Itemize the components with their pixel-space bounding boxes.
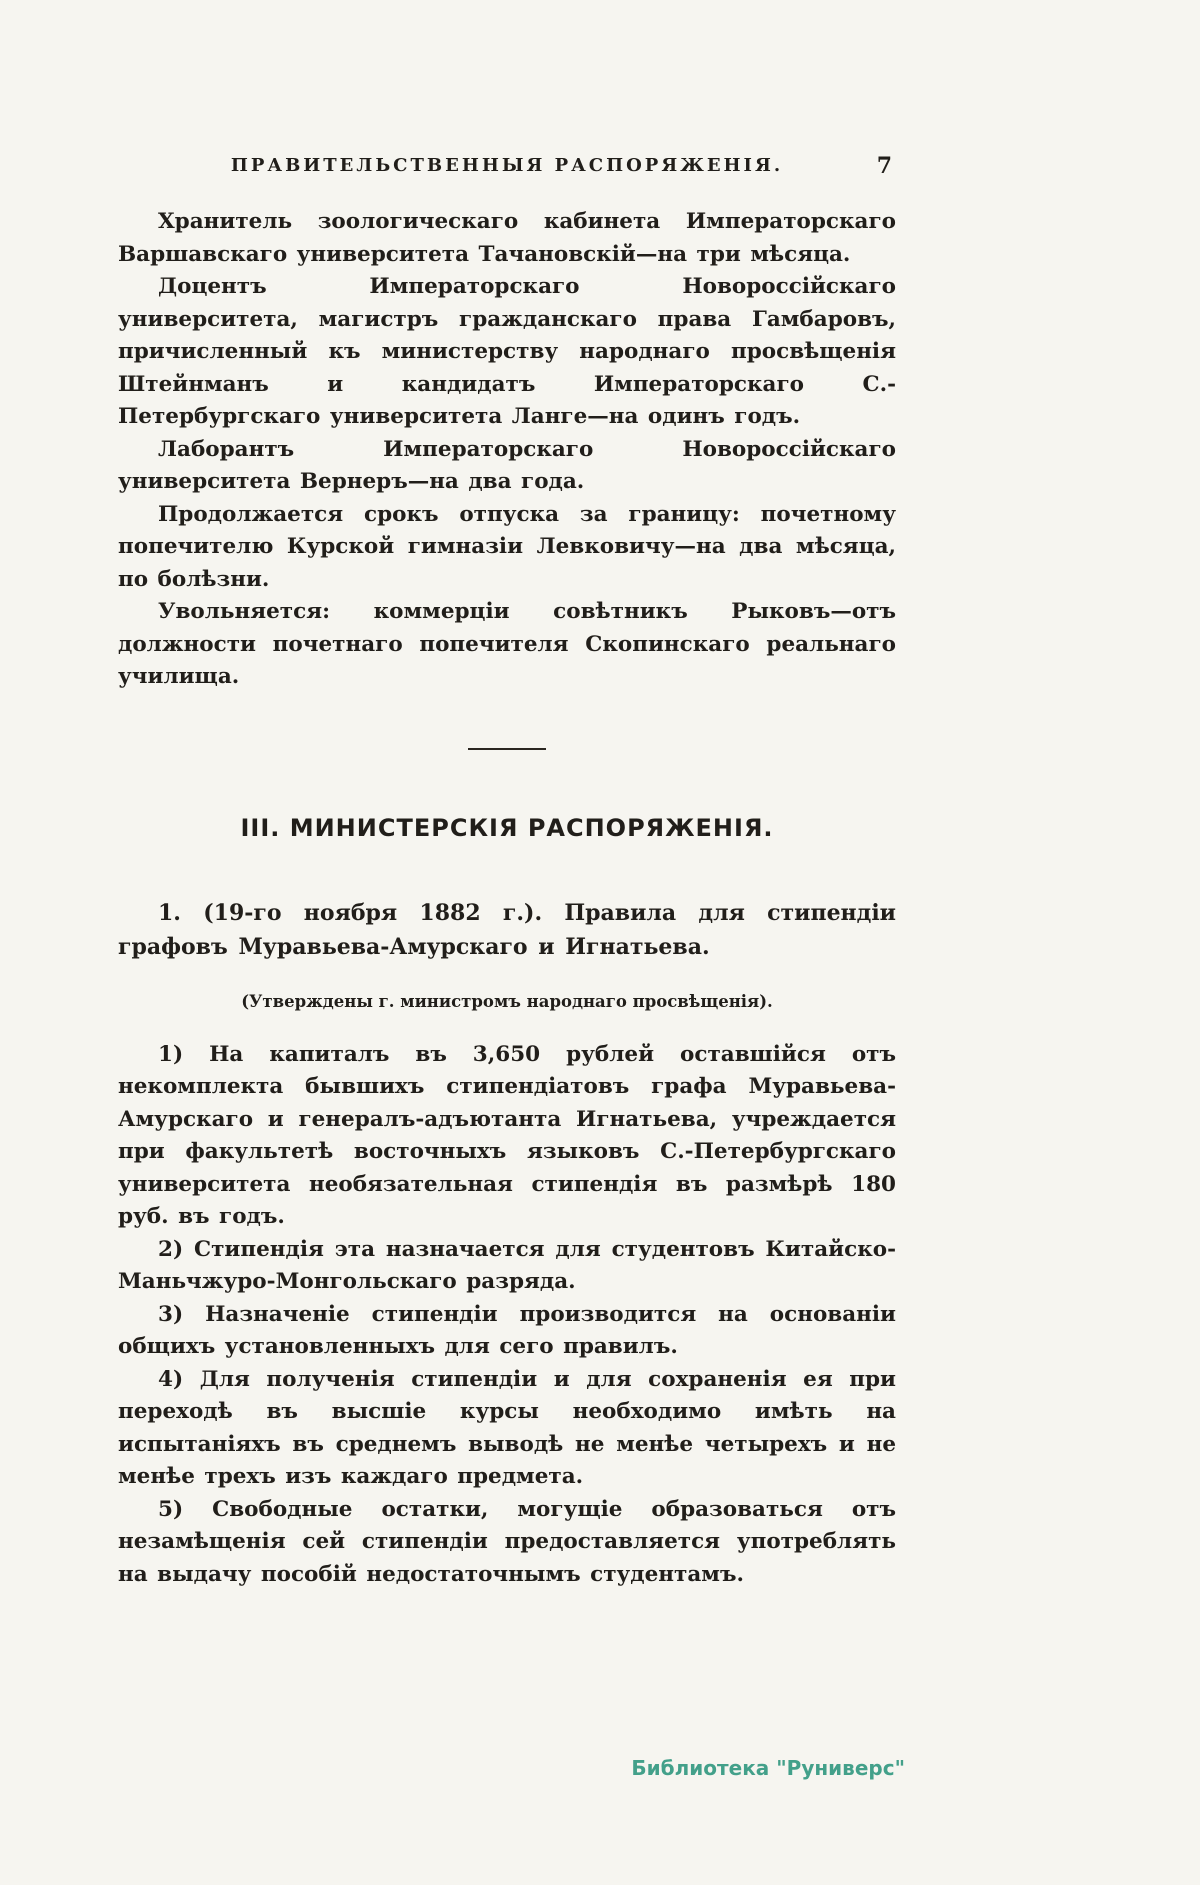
- decree-title: 1. (19-го ноября 1882 г.). Правила для стипендіи графовъ Муравьева-Амурскаго и Игнатьева.: [118, 899, 896, 960]
- rule-paragraph: 3) Назначеніе стипендіи производится на основаніи общихъ установленныхъ для сего правилъ.: [118, 1301, 896, 1359]
- approval-note: (Утверждены г. министромъ народнаго просвѣщенія).: [241, 991, 773, 1011]
- order-paragraph: Доцентъ Императорскаго Новороссійскаго университета, магистръ гражданскаго права Гамбаровъ, причисленный къ министерству народнаго просвѣщенія Штейнманъ и кандидатъ Императорскаго С.-Петербургскаго университета Ланге—на одинъ годъ.: [118, 274, 896, 429]
- order-paragraph: Увольняется: коммерціи совѣтникъ Рыковъ—отъ должности почетнаго попечителя Скопинскаго реальнаго училища.: [118, 599, 896, 689]
- page-number: 7: [876, 153, 892, 179]
- text-column: [118, 155, 896, 1591]
- library-watermark: Библиотека "Руниверс": [631, 1756, 905, 1780]
- rule-paragraph: 2) Стипендія эта назначается для студентовъ Китайско-Маньчжуро-Монгольскаго разряда.: [118, 1236, 896, 1294]
- government-orders-section: [118, 206, 896, 694]
- rule-paragraph: 4) Для полученія стипендіи и для сохраненія ея при переходѣ въ высшіе курсы необходимо имѣть на испытаніяхъ въ среднемъ выводѣ не менѣе четырехъ и не менѣе трехъ изъ каждаго предмета.: [118, 1366, 896, 1489]
- section-heading: III. МИНИСТЕРСКІЯ РАСПОРЯЖЕНІЯ.: [240, 813, 774, 842]
- rules-list: [118, 1039, 896, 1592]
- section-divider: [468, 748, 546, 750]
- running-header: [118, 153, 896, 179]
- running-header-title: ПРАВИТЕЛЬСТВЕННЫЯ РАСПОРЯЖЕНІЯ.: [230, 155, 784, 176]
- rule-paragraph: 1) На капиталъ въ 3,650 рублей оставшійся отъ некомплекта бывшихъ стипендіатовъ графа Муравьева-Амурскаго и генералъ-адъютанта Игнатьева, учреждается при факультетѣ восточныхъ языковъ С.-Петербургскаго университета необязательная стипендія въ размѣрѣ 180 руб. въ годъ.: [118, 1041, 896, 1229]
- order-paragraph: Хранитель зоологическаго кабинета Императорскаго Варшавскаго университета Тачановскій—на три мѣсяца.: [118, 209, 896, 267]
- order-paragraph: Лаборантъ Императорскаго Новороссійскаго университета Вернеръ—на два года.: [118, 436, 896, 494]
- ministerial-orders-section: [118, 814, 896, 1592]
- rule-paragraph: 5) Свободные остатки, могущіе образоваться отъ незамѣщенія сей стипендіи предоставляется употреблять на выдачу пособій недостаточнымъ студентамъ.: [118, 1496, 896, 1587]
- order-paragraph: Продолжается срокъ отпуска за границу: почетному попечителю Курской гимназіи Левковичу—на два мѣсяца, по болѣзни.: [118, 501, 896, 592]
